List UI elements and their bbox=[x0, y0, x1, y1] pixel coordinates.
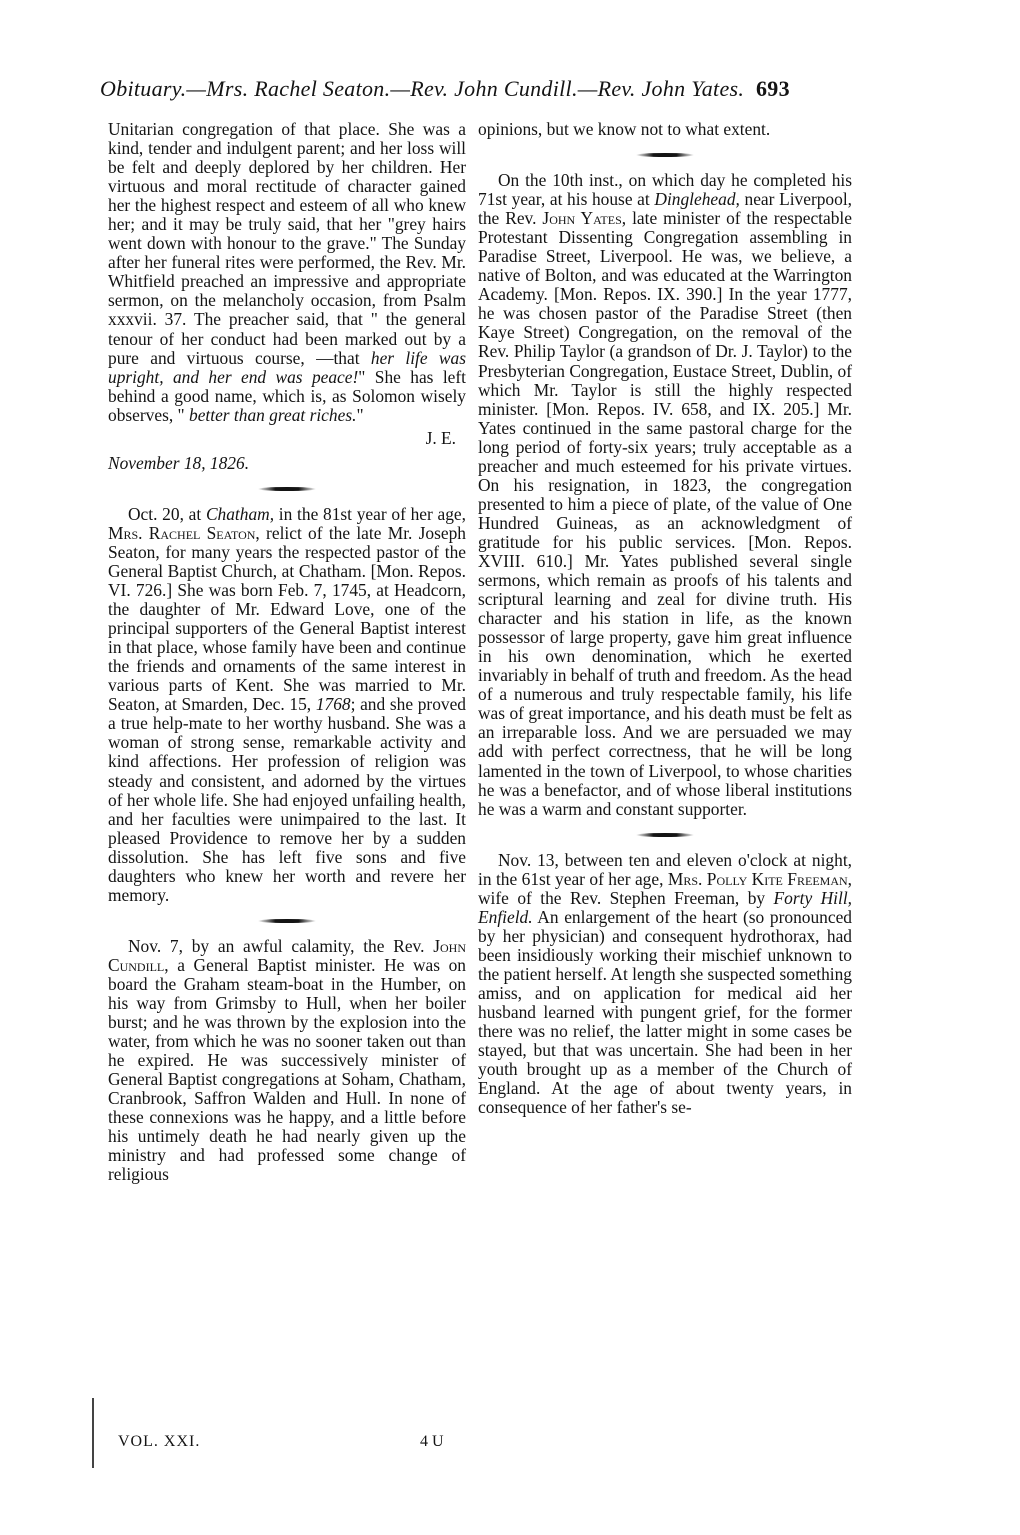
paragraph-text: " She has left behind a good name, which is, as Solomon wisely observes, " bbox=[108, 366, 467, 425]
left-column bbox=[108, 120, 466, 1184]
page-footer bbox=[118, 1433, 458, 1451]
paragraph-text: in the 81st year of her age, bbox=[274, 503, 467, 524]
paragraph-text: Unitarian congregation of that place. She was a kind, tender and indulgent parent; and her loss will be felt and deeply deplored by her children. Her virtuous and moral rectitude of character gained her the highest respect and esteem of all who knew her; and it may be truly said, that her "grey hairs went down with honour to the grave." The Sunday after her funeral rites were performed, the Rev. Mr. Whitfield preached an impressive and appropriate sermon, on the melancholy occasion, from Psalm xxxvii. 37. The preacher said, that " the general tenour of her conduct had been marked out by a pure and virtuous course, —that bbox=[108, 119, 466, 368]
person-name: John Cundill, bbox=[108, 935, 466, 975]
margin-line bbox=[92, 1398, 94, 1468]
person-name: Mrs. Polly Kite Freeman, bbox=[667, 868, 852, 889]
place-name: Dinglehead, bbox=[654, 189, 740, 210]
place-name: Forty Hill, Enfield. bbox=[478, 887, 853, 927]
obituary-continuation-paragraph bbox=[108, 120, 466, 425]
running-title: Obituary.—Mrs. Rachel Seaton.—Rev. John Cundill.—Rev. John Yates. bbox=[100, 76, 745, 101]
paragraph-text: Oct. 20, at bbox=[128, 503, 206, 524]
person-name: Mrs. Rachel Seaton, bbox=[108, 522, 260, 543]
paragraph-text: wife of the Rev. Stephen Freeman, by bbox=[478, 887, 774, 908]
obituary-freeman bbox=[478, 851, 852, 1118]
paragraph-text: An enlargement of the heart (so pronounced by her physician) and consequent hydrothorax, had been insidiously working their mischief unknown to the patient herself. At length she suspected something amiss, and on application for medical aid her husband learned with pungent grief, for the former there was no relief, the latter might in some cases be stayed, but that was uncertain. She had been in her youth brought up as a member of the Church of England. At the age of about twenty years, in consequence of her father's se- bbox=[478, 906, 852, 1118]
section-divider bbox=[636, 833, 694, 837]
italic-quote: better than great riches. bbox=[189, 404, 357, 425]
italic-quote: her life was upright, and her end was peace! bbox=[108, 347, 466, 387]
paragraph-text: relict of the late Mr. Joseph Seaton, for many years the respected pastor of the General Baptist Church, at Chatham. [Mon. Repos. VI. 726.] She was born Feb. 7, 1745, at Headcorn, the daughter of Mr. Edward Love, one of the principal supporters of the General Baptist interest in that place, whose family have been and continue the friends and ornaments of the same interest in various parts of Kent. She was married to Mr. Seaton, at Smarden, Dec. 15, bbox=[108, 522, 466, 715]
running-header bbox=[100, 76, 860, 102]
place-name: Chatham, bbox=[205, 503, 275, 524]
paragraph-text: Nov. 7, by an awful calamity, the Rev. bbox=[128, 935, 434, 956]
paragraph-text: ; and she proved a true help-mate to her worthy husband. She was a woman of strong sense, remarkable activity and kind affections. Her profession of religion was steady and consistent, and adorned by the virtues of her whole life. She had enjoyed unfailing health, and her faculties were unimpaired to the last. It pleased Providence to remove her by a sudden dissolution. She has left five sons and five daughters who knew her worth and revere her memory. bbox=[108, 694, 467, 905]
obituary-cundill bbox=[108, 937, 466, 1185]
paragraph-text: a General Baptist minister. He was on board the Graham steam-boat in the Humber, on his way from Grimsby to Hull, when her boiler burst; and he was thrown by the explosion into the water, from which he was no sooner taken out than he expired. He was successively minister of General Baptist congregations at Soham, Chatham, Cranbrook, Saffron Walden and Hull. In none of these connexions was he happy, and a little before his untimely death he had nearly given up the ministry and had professed some change of religious bbox=[108, 954, 466, 1185]
paragraph-text: late minister of the respectable Protestant Dissenting Congregation assembling in Paradise Street, Liverpool. He was, we believe, a native of Bolton, and was educated at the Warrington Academy. [Mon. Repos. IX. 390.] In the year 1777, he was chosen pastor of the Paradise Street (then Kaye Street) Congregation, on the removal of the Rev. Philip Taylor (a grandson of Dr. J. Taylor) to the Presbyterian Congregation, Eustace Street, Dublin, of which Mr. Taylor is still the highly respected minister. [Mon. Repos. IV. 658, and IX. 205.] Mr. Yates continued in the same pastoral charge for the long period of forty-six years; truly acceptable as a preacher and much esteemed for his private virtues. On his resignation, in 1823, the congregation presented to him a piece of plate, of the value of One Hundred Guineas, as an acknowledgment of gratitude for his public services. [Mon. Repos. XVIII. 610.] Mr. Yates published several single sermons, which remain as proofs of his talents and scriptural learning and zeal for divine truth. His character and his station in life, as the known possessor of large property, gave him great influence in his own denomination, which he exerted invariably in behalf of truth and freedom. As the head of a numerous and truly respectable family, his life was of great importance, and his death must be felt as an irreparable loss. And we are persuaded we may add with perfect correctness, that he will be long lamented in the town of Liverpool, to whose charities he was a benefactor, and of whose liberal institutions he was a warm and constant supporter. bbox=[478, 208, 852, 819]
obituary-yates bbox=[478, 171, 852, 819]
person-name: John Yates, bbox=[542, 208, 627, 229]
section-divider bbox=[258, 919, 316, 923]
signature-mark: 4 U bbox=[420, 1433, 444, 1450]
letter-date: November 18, 1826. bbox=[108, 452, 250, 473]
section-divider bbox=[258, 487, 316, 491]
paragraph-text: " bbox=[356, 404, 364, 425]
paragraph-text: On the 10th inst., on which day he completed his 71st year, at his house at bbox=[478, 170, 852, 210]
section-divider bbox=[636, 153, 694, 157]
right-column bbox=[478, 120, 852, 1117]
obituary-cundill-continuation: opinions, but we know not to what extent. bbox=[478, 119, 771, 139]
year: 1768 bbox=[315, 694, 351, 715]
page-number: 693 bbox=[756, 76, 790, 101]
volume-label: VOL. XXI. bbox=[118, 1433, 201, 1450]
paragraph-text: Nov. 13, between ten and eleven o'clock at night, in the 61st year of her age, bbox=[478, 849, 852, 889]
obituary-seaton bbox=[108, 505, 466, 905]
paragraph-text: near Liverpool, the Rev. bbox=[478, 189, 853, 229]
author-signature: J. E. bbox=[425, 427, 456, 448]
